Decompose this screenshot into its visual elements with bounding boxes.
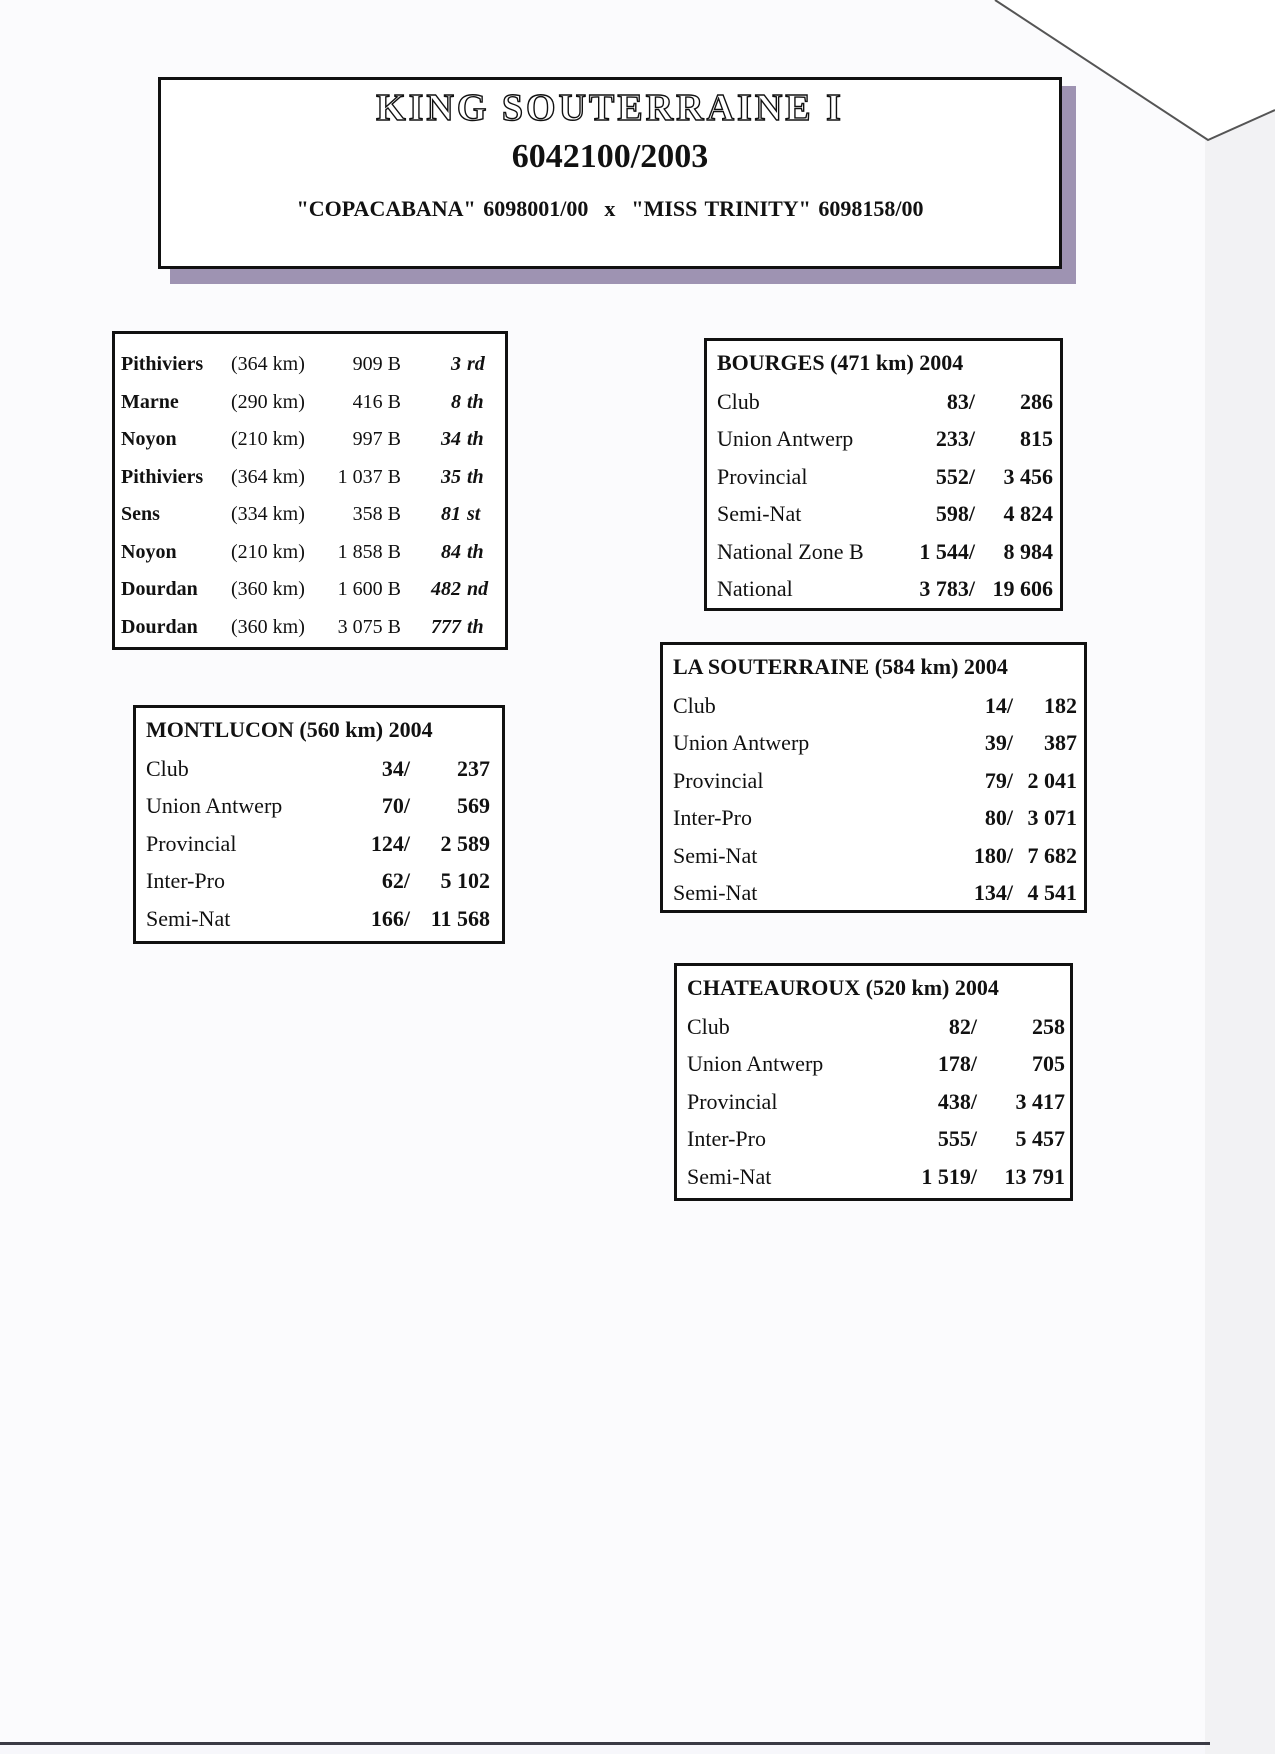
race-position: 438/ [937,1088,977,1114]
result-birds: 1 037 B [337,465,401,488]
race-box-la-souterraine [660,642,1087,913]
place-number: 81 [441,503,461,526]
race-row [717,421,1060,459]
race-position: 83/ [946,388,975,414]
result-location: Pithiviers [121,465,204,488]
race-position: 180/ [973,842,1013,868]
race-category: Inter-Pro [687,1126,766,1152]
race-row [673,800,1084,838]
race-row [673,762,1084,800]
place-suffix: rd [467,353,485,376]
result-row [115,571,505,609]
result-location: Noyon [121,540,177,563]
race-row [687,1008,1070,1046]
place-suffix: th [467,615,484,638]
result-birds: 909 B [352,353,401,376]
race-total: 5 457 [1015,1126,1065,1152]
result-place [401,541,497,564]
race-position: 1 519/ [921,1163,977,1189]
race-box-bourges [704,338,1063,611]
race-row [673,875,1084,913]
race-total: 705 [1032,1051,1065,1077]
result-row [115,346,505,384]
race-total: 3 417 [1015,1088,1065,1114]
race-row [717,458,1060,496]
place-number: 3 [451,353,461,376]
race-row [673,837,1084,875]
race-total: 8 984 [1003,538,1053,564]
race-row [687,1121,1070,1159]
race-total: 237 [457,755,490,781]
place-number: 34 [441,428,461,451]
race-total: 5 102 [440,868,490,894]
result-place [401,578,497,601]
race-position: 598/ [935,501,975,527]
race-category: Union Antwerp [673,730,810,756]
race-position: 233/ [935,426,975,452]
race-category: Union Antwerp [717,426,854,452]
race-row [146,788,502,826]
result-row [115,496,505,534]
race-category: Semi-Nat [687,1163,772,1189]
race-category: Semi-Nat [146,905,231,931]
result-distance: (360 km) [231,615,305,638]
race-position: 34/ [381,755,410,781]
race-row [673,687,1084,725]
race-total: 815 [1020,426,1053,452]
race-row [673,725,1084,763]
place-number: 35 [441,465,461,488]
race-position: 552/ [935,463,975,489]
result-birds: 1 858 B [337,540,401,563]
result-distance: (210 km) [231,540,305,563]
result-birds: 997 B [352,428,401,451]
race-row [717,533,1060,571]
result-row [115,421,505,459]
result-location: Marne [121,390,179,413]
bottom-edge-line [0,1742,1210,1745]
race-position: 178/ [937,1051,977,1077]
race-total: 2 041 [1027,767,1077,793]
race-category: National [717,576,793,602]
result-distance: (290 km) [231,390,305,413]
result-location: Dourdan [121,578,198,601]
race-total: 387 [1044,730,1077,756]
place-number: 482 [431,578,461,601]
sire: "COPACABANA" 6098001/00 [296,196,589,221]
race-row [717,571,1060,609]
cross-mark: x [604,196,616,221]
race-category: Club [717,388,760,414]
race-category: Club [146,755,189,781]
race-row [146,900,502,938]
result-birds: 3 075 B [337,615,401,638]
race-total: 4 824 [1003,501,1053,527]
race-category: Provincial [717,463,808,489]
result-place [401,616,497,639]
race-position: 39/ [984,730,1013,756]
race-position: 79/ [984,767,1013,793]
results-list [112,331,508,650]
race-title: BOURGES (471 km) 2004 [717,350,964,375]
race-row [687,1083,1070,1121]
race-title: LA SOUTERRAINE (584 km) 2004 [673,654,1008,679]
place-suffix: th [467,540,484,563]
race-category: Club [673,692,716,718]
race-category: Club [687,1013,730,1039]
pedigree-line [161,196,1059,222]
result-place [401,503,497,526]
race-total: 3 071 [1027,805,1077,831]
race-row [146,863,502,901]
race-category: Provincial [687,1088,778,1114]
result-row [115,609,505,647]
race-category: Provincial [146,830,237,856]
race-category: National Zone B [717,538,864,564]
race-category: Inter-Pro [146,868,225,894]
place-suffix: st [467,503,481,526]
pigeon-header [158,77,1062,269]
race-category: Inter-Pro [673,805,752,831]
result-distance: (210 km) [231,428,305,451]
race-box-montlucon [133,705,505,944]
race-position: 134/ [973,880,1013,906]
race-position: 555/ [937,1126,977,1152]
race-title: CHATEAUROUX (520 km) 2004 [687,975,999,1000]
race-position: 62/ [381,868,410,894]
result-location: Noyon [121,428,177,451]
result-place [401,466,497,489]
race-position: 14/ [984,692,1013,718]
result-distance: (334 km) [231,503,305,526]
race-total: 19 606 [992,576,1053,602]
race-category: Provincial [673,767,764,793]
result-birds: 1 600 B [337,578,401,601]
race-total: 182 [1044,692,1077,718]
result-location: Sens [121,503,160,526]
race-category: Semi-Nat [673,842,758,868]
ring-number: 6042100/2003 [511,138,709,175]
result-row [115,384,505,422]
race-position: 1 544/ [919,538,975,564]
pigeon-name: KING SOUTERRAINE I [376,87,844,129]
race-row [717,496,1060,534]
result-distance: (364 km) [231,353,305,376]
result-birds: 358 B [352,503,401,526]
race-position: 80/ [984,805,1013,831]
result-location: Dourdan [121,615,198,638]
result-place [401,391,497,414]
race-total: 11 568 [430,905,490,931]
result-place [401,428,497,451]
race-row [146,825,502,863]
result-distance: (364 km) [231,465,305,488]
race-total: 13 791 [1004,1163,1065,1189]
race-total: 2 589 [440,830,490,856]
race-row [146,750,502,788]
place-suffix: th [467,465,484,488]
race-box-chateauroux [674,963,1073,1201]
race-position: 166/ [370,905,410,931]
race-category: Semi-Nat [673,880,758,906]
race-title: MONTLUCON (560 km) 2004 [146,717,433,742]
race-row [687,1046,1070,1084]
race-category: Union Antwerp [146,793,283,819]
scan-edge [1205,0,1275,1754]
race-total: 3 456 [1003,463,1053,489]
place-number: 84 [441,540,461,563]
race-total: 7 682 [1027,842,1077,868]
result-location: Pithiviers [121,353,204,376]
race-category: Union Antwerp [687,1051,824,1077]
place-suffix: th [467,390,484,413]
race-total: 286 [1020,388,1053,414]
race-total: 569 [457,793,490,819]
race-total: 258 [1032,1013,1065,1039]
result-row [115,459,505,497]
result-birds: 416 B [352,390,401,413]
race-row [717,383,1060,421]
place-number: 777 [431,615,461,638]
race-position: 82/ [948,1013,977,1039]
race-row [687,1158,1070,1196]
dam: "MISS TRINITY" 6098158/00 [631,196,924,221]
result-distance: (360 km) [231,578,305,601]
race-total: 4 541 [1027,880,1077,906]
race-position: 124/ [370,830,410,856]
place-suffix: th [467,428,484,451]
place-suffix: nd [467,578,489,601]
result-row [115,534,505,572]
result-place [401,353,497,376]
race-category: Semi-Nat [717,501,802,527]
race-position: 70/ [381,793,410,819]
place-number: 8 [451,390,461,413]
race-position: 3 783/ [919,576,975,602]
